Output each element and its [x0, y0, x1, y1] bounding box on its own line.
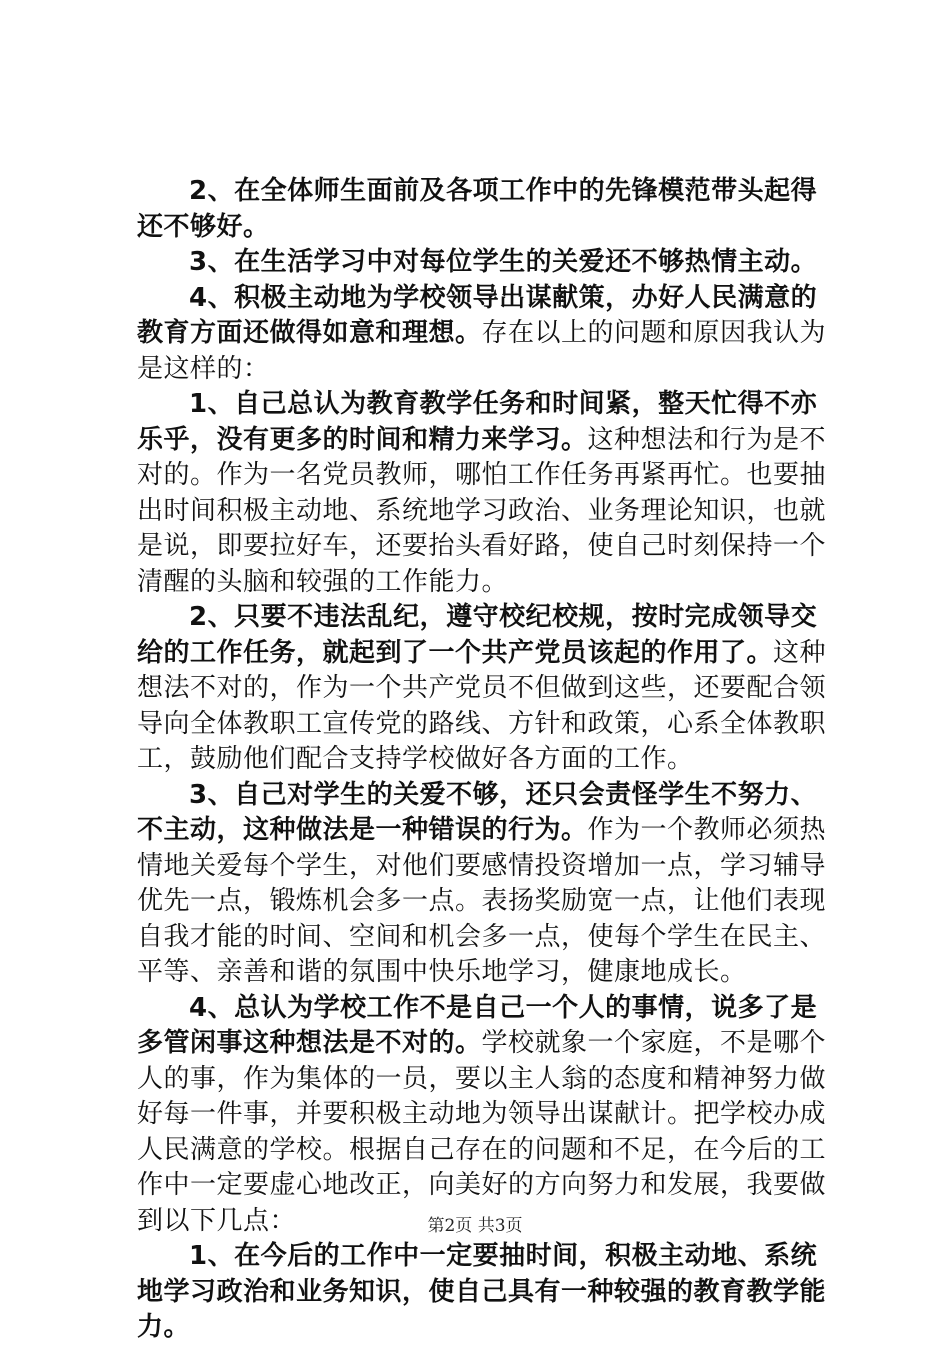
paragraph-5 — [137, 600, 831, 778]
paragraph-2 — [137, 245, 831, 281]
paragraph-4 — [137, 387, 831, 600]
paragraph-3 — [137, 281, 831, 388]
paragraph-rest: 这种想法和行为是不对的。作为一名党员教师，哪怕工作任务再紧再忙。也要抽出时间积极主动地、系统地学习政治、业务理论知识，也就是说，即要拉好车，还要抬头看好路，使自己时刻保持一个清醒的头脑和较强的工作能力。 — [137, 424, 827, 597]
paragraph-6 — [137, 778, 831, 991]
page-number-footer: 第2页 共3页 — [427, 1216, 523, 1236]
document-body — [137, 174, 831, 1346]
paragraph-lead: 1、自己总认为教育教学任务和时间紧，整天忙得不亦乐乎，没有更多的时间和精力来学习。 — [137, 389, 818, 455]
paragraph-1 — [137, 174, 831, 245]
paragraph-lead: 1、在今后的工作中一定要抽时间，积极主动地、系统地学习政治和业务知识，使自己具有一种较强的教育教学能力。 — [137, 1241, 827, 1342]
paragraph-lead: 4、总认为学校工作不是自己一个人的事情，说多了是多管闲事这种想法是不对的。 — [137, 992, 818, 1058]
paragraph-lead: 3、在生活学习中对每位学生的关爱还不够热情主动。 — [189, 247, 818, 277]
paragraph-rest: 作为一个教师必须热情地关爱每个学生，对他们要感情投资增加一点，学习辅导优先一点，锻炼机会多一点。表扬奖励宽一点，让他们表现自我才能的时间、空间和机会多一点，使每个学生在民主、平等、亲善和谐的氛围中快乐地学习，健康地成长。 — [137, 815, 827, 987]
paragraph-lead: 3、自己对学生的关爱不够，还只会责怪学生不努力、不主动，这种做法是一种错误的行为。 — [137, 779, 818, 845]
paragraph-7 — [137, 991, 831, 1240]
paragraph-8 — [137, 1239, 831, 1346]
paragraph-rest: 这种想法不对的，作为一个共产党员不但做到这些，还要配合领导向全体教职工宣传党的路线、方针和政策，心系全体教职工，鼓励他们配合支持学校做好各方面的工作。 — [137, 637, 827, 774]
paragraph-lead: 4、积极主动地为学校领导出谋献策，办好人民满意的教育方面还做得如意和理想。 — [137, 282, 818, 348]
paragraph-rest: 存在以上的问题和原因我认为是这样的： — [137, 318, 827, 384]
paragraph-lead: 2、在全体师生面前及各项工作中的先锋模范带头起得还不够好。 — [137, 176, 818, 242]
paragraph-lead: 2、只要不违法乱纪，遵守校纪校规，按时完成领导交给的工作任务，就起到了一个共产党员该起的作用了。 — [137, 602, 818, 668]
paragraph-rest: 学校就象一个家庭，不是哪个人的事，作为集体的一员，要以主人翁的态度和精神努力做好每一件事，并要积极主动地为领导出谋献计。把学校办成人民满意的学校。根据自己存在的问题和不足，在今后的工作中一定要虚心地改正，向美好的方向努力和发展，我要做到以下几点： — [137, 1028, 827, 1236]
